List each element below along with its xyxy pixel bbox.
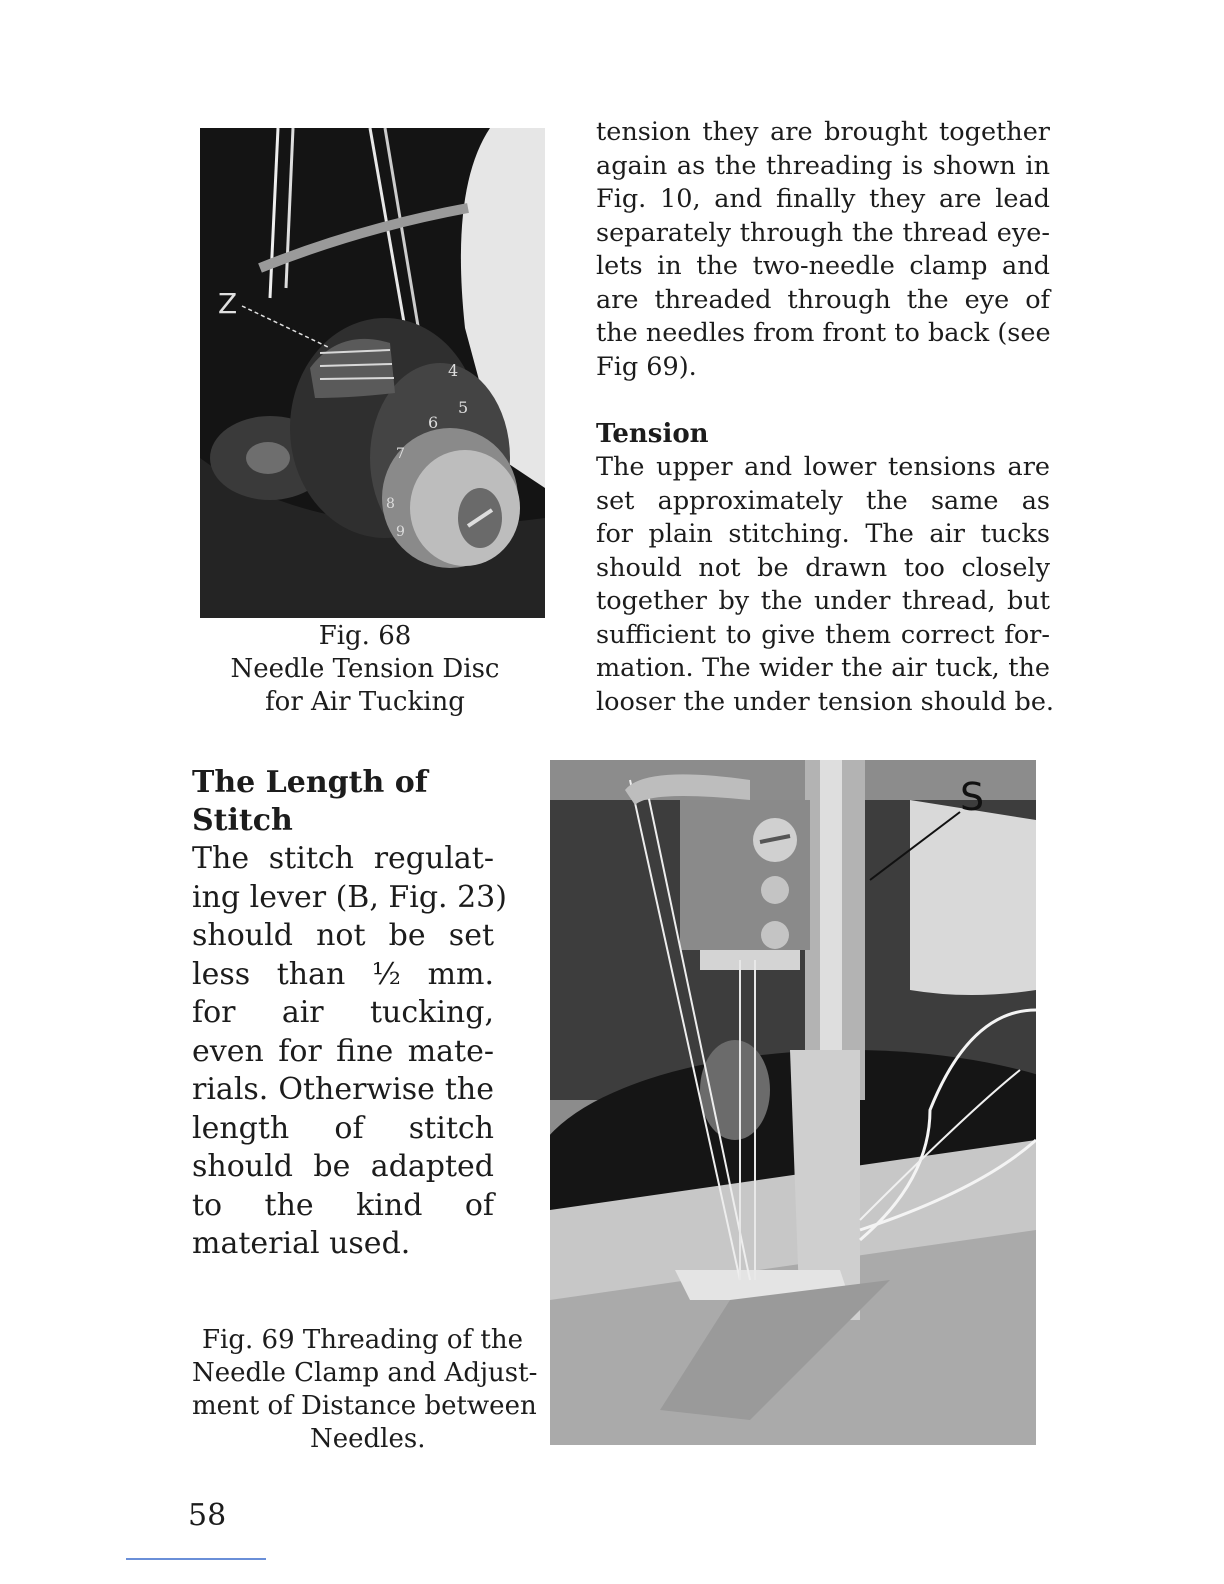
text-line: less than ½ mm. bbox=[192, 956, 494, 992]
text-line: for plain stitching. The air tucks bbox=[596, 519, 1050, 549]
caption-line: ment of Distance between bbox=[192, 1391, 537, 1421]
text-line: mation. The wider the air tuck, the bbox=[596, 653, 1050, 683]
label-z: Z bbox=[218, 287, 238, 320]
text-line: again as the threading is shown in bbox=[596, 150, 1050, 181]
text-line: Fig. 10, and finally they are lead bbox=[596, 184, 1050, 214]
divider bbox=[126, 1558, 266, 1560]
text-line: should be adapted bbox=[192, 1149, 494, 1184]
dial-number-8: 8 bbox=[386, 496, 395, 512]
dial-number-5: 5 bbox=[458, 398, 469, 417]
figure-68-image bbox=[200, 128, 545, 618]
section-heading bbox=[192, 764, 494, 840]
text-line: material used. bbox=[192, 1226, 411, 1261]
tension-heading: Tension bbox=[596, 419, 709, 449]
text-line: The stitch regulat- bbox=[192, 841, 494, 876]
text-line: the needles from front to back (see bbox=[596, 318, 1051, 348]
text-line: ing lever (B, Fig. 23) bbox=[192, 879, 507, 915]
length-of-stitch-section bbox=[192, 764, 507, 1264]
text-line: set approximately the same as bbox=[596, 485, 1050, 516]
tension-paragraph bbox=[596, 451, 1055, 719]
text-line: to the kind of bbox=[192, 1187, 494, 1223]
figure-69-image bbox=[550, 760, 1036, 1445]
text-line: sufficient to give them correct for- bbox=[596, 619, 1050, 650]
intro-paragraph bbox=[596, 116, 1050, 384]
dial-number-6: 6 bbox=[428, 413, 439, 432]
dial-number-9: 9 bbox=[396, 524, 405, 540]
right-column-text bbox=[596, 116, 1055, 719]
text-line: separately through the thread eye- bbox=[596, 217, 1050, 248]
caption-line: Needle Tension Disc bbox=[230, 654, 500, 684]
text-line: The upper and lower tensions are bbox=[596, 452, 1050, 482]
caption-line: Needles. bbox=[310, 1424, 426, 1454]
dial-number-4: 4 bbox=[448, 361, 459, 380]
heading-line: The Length of bbox=[192, 765, 428, 800]
dial-number-7: 7 bbox=[396, 446, 405, 462]
text-line: should not be set bbox=[192, 918, 494, 953]
text-line: should not be drawn too closely bbox=[596, 552, 1050, 583]
page-number: 58 bbox=[188, 1498, 227, 1533]
label-s: S bbox=[960, 775, 985, 819]
text-line: lets in the two-needle clamp and bbox=[596, 251, 1050, 281]
heading-line: Stitch bbox=[192, 803, 293, 838]
text-line: length of stitch bbox=[192, 1110, 494, 1146]
figure-69-caption bbox=[192, 1324, 544, 1456]
caption-line: Fig. 68 bbox=[318, 621, 412, 651]
text-line: Fig 69). bbox=[596, 351, 697, 382]
caption-line: for Air Tucking bbox=[265, 687, 465, 717]
section-body bbox=[192, 840, 507, 1264]
text-line: tension they are brought together bbox=[596, 117, 1050, 147]
figure-68-caption bbox=[200, 620, 530, 719]
text-line: are threaded through the eye of bbox=[596, 284, 1050, 315]
text-line: even for fine mate- bbox=[192, 1033, 494, 1069]
caption-line: Fig. 69 Threading of the bbox=[202, 1325, 524, 1355]
caption-line: Needle Clamp and Adjust- bbox=[192, 1358, 538, 1388]
text-line: rials. Otherwise the bbox=[192, 1072, 494, 1107]
text-line: looser the under tension should be. bbox=[596, 686, 1055, 717]
text-line: together by the under thread, but bbox=[596, 586, 1050, 616]
text-line: for air tucking, bbox=[192, 995, 494, 1030]
